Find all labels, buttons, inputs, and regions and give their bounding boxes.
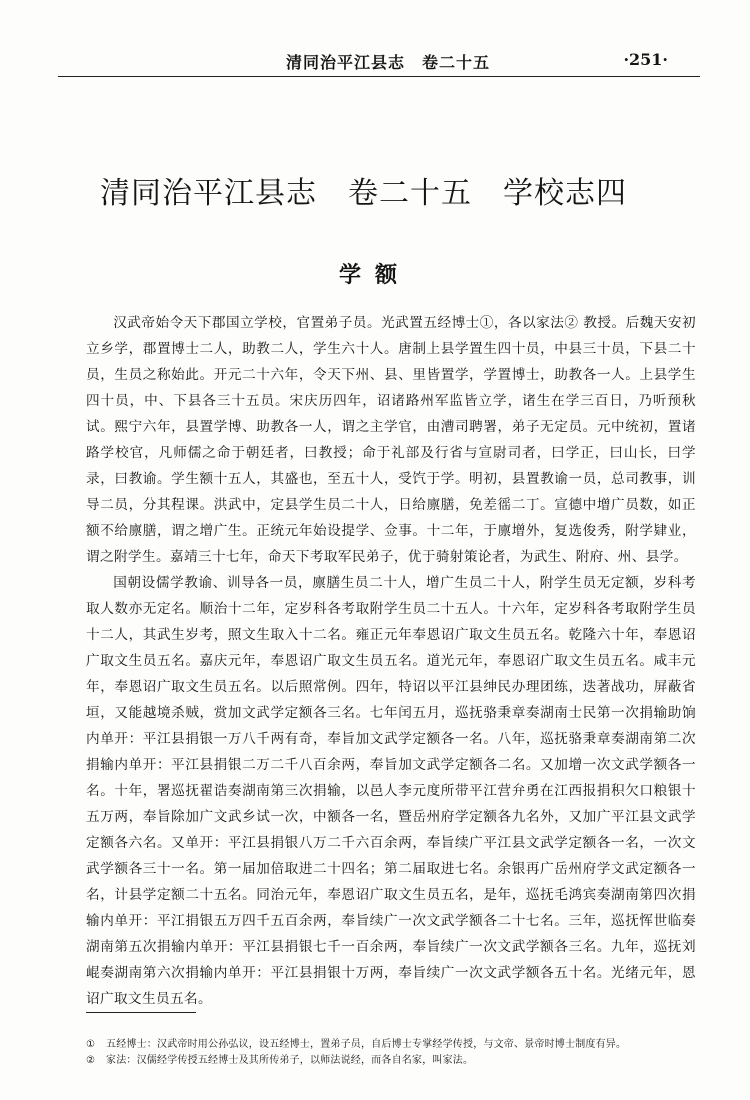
page-title: 清同治平江县志 卷二十五 学校志四 xyxy=(100,176,627,211)
running-header xyxy=(58,46,700,77)
paragraph: 国朝设儒学教谕、训导各一员，廪膳生员二十人，增广生员二十人，附学生员无定额，岁科考取人数亦无定名。顺治十二年，定岁科各考取附学生员二十五人。十六年，定岁科各考取附学生员十二人，其武生岁考，照文生取入十二名。雍正元年奉恩诏广取文生员五名。乾隆六十年，奉恩诏广取文生员五名。嘉庆元年，奉恩诏广取文生员五名。道光元年，奉恩诏广取文生员五名。咸丰元年，奉恩诏广取文生员五名。以后照常例。四年，特诏以平江县绅民办理团练，迭著战功，屏蔽省垣，又能越境杀贼，赏加文武学定额各三名。七年闰五月，巡抚骆秉章奏湖南士民第一次捐输助饷内单开：平江县捐银一万八千两有奇，奉旨加文武学定额各一名。八年，巡抚骆秉章奏湖南第二次捐输内单开：平江县捐银二万二千八百余两，奉旨加文武学定额各二名。又加增一次文武学额各一名。十年，署巡抚翟诰奏湖南第三次捐输，以邑人李元度所带平江营弁勇在江西报捐积欠口粮银十五万两，奉旨除加广文武乡试一次，中额各一名，暨岳州府学定额各九名外，又加广平江县文武学定额各六名。又单开：平江县捐银八万二千六百余两，奉旨续广平江县文武学定额各一名，一次文武学额各三十一名。第一届加倍取进二十四名；第二届取进七名。余银再广岳州府学文武定额各一名，计县学定额二十五名。同治元年，奉恩诏广取文生员五名，是年，巡抚毛鸿宾奏湖南第四次捐输内单开：平江捐银五万四千五百余两，奉旨续广一次文武学额各二十七名。三年，巡抚恽世临奏湖南第五次捐输内单开：平江县捐银七千一百余两，奉旨续广一次文武学额各三名。九年，巡抚刘崐奏湖南第六次捐输内单开：平江县捐银十万两，奉旨续广一次文武学额各五十名。光绪元年，恩诏广取文生员五名。 xyxy=(86,575,696,1007)
paragraph: 汉武帝始令天下郡国立学校，官置弟子员。光武置五经博士①，各以家法② 教授。后魏天安初立乡学，郡置博士二人，助教二人，学生六十人。唐制上县学置生四十员，中县三十员，下县二十员，生员之称始此。开元二十六年，令天下州、县、里皆置学，学置博士，助教各一人。上县学生四十员，中、下县各三十五员。宋庆历四年，诏诸路州军监皆立学，诸生在学三百日，乃听预秋试。熙宁六年，县置学博、助教各一人，谓之主学官，由漕司聘署，弟子无定员。元中统初，置诸路学校官，凡师儒之命于朝廷者，曰教授；命于礼部及行省与宣尉司者，曰学正，曰山长，曰学录，曰教谕。学生额十五人，其盛也，至五十人，受饩于学。明初，县置教谕一员，总司教事，训导二员，分其程课。洪武中，定县学生员二十人，日给廪膳，免差徭二丁。宣德中增广员数，如正额不给廪膳，谓之增广生。正统元年始设提学、佥事。十二年，于廪增外，复选俊秀，附学肄业，谓之附学生。嘉靖三十七年，命天下考取军民弟子，优于骑射策论者，为武生、附府、州、县学。 xyxy=(86,315,696,565)
section-heading: 学额 xyxy=(338,262,411,288)
footnote-rule xyxy=(86,1012,196,1013)
footnote-mark: ② xyxy=(86,1055,96,1066)
footnote-text: 五经博士：汉武帝时用公孙弘议，设五经博士，置弟子员，自后博士专掌经学传授，与文帝、景帝时博士制度有异。 xyxy=(106,1039,627,1050)
footnote-mark: ① xyxy=(86,1039,96,1050)
running-title: 清同治平江县志 卷二十五 xyxy=(286,53,491,72)
footnote xyxy=(86,1037,696,1053)
footnotes xyxy=(86,1037,696,1069)
footnote xyxy=(86,1053,696,1069)
body-text xyxy=(86,310,696,1012)
page-number: ·251· xyxy=(623,50,668,69)
footnote-text: 家法：汉儒经学传授五经博士及其所传弟子，以师法说经，而各自名家，叫家法。 xyxy=(106,1055,474,1066)
